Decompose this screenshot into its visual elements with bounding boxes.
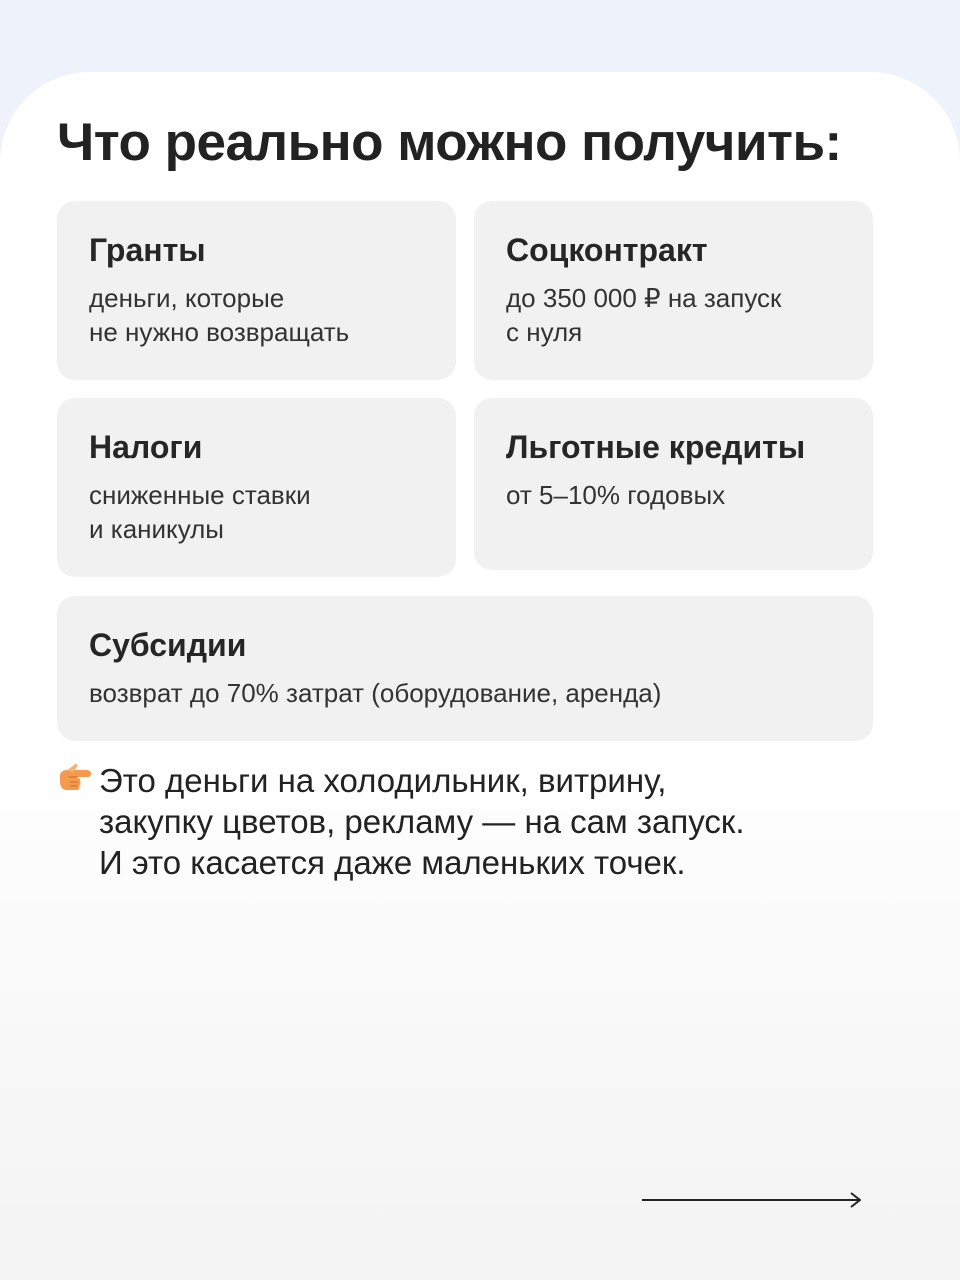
card-text: сниженные ставки и каникулы — [89, 480, 311, 544]
note-text: Это деньги на холодильник, витрину, закупку цветов, рекламу — на сам запуск. И это касается даже маленьких точек. — [99, 762, 745, 881]
arrow-right-icon[interactable] — [640, 1188, 866, 1212]
card-title: Налоги — [89, 429, 203, 465]
card-title: Льготные кредиты — [506, 429, 806, 465]
card-text: до 350 000 ₽ на запуск с нуля — [506, 283, 782, 347]
card-grants — [57, 201, 456, 380]
card-subsidies — [57, 596, 873, 741]
card-title: Гранты — [89, 232, 206, 268]
card-text: возврат до 70% затрат (оборудование, аренда) — [89, 678, 662, 708]
card-text: от 5–10% годовых — [506, 480, 726, 510]
card-social-contract — [474, 201, 873, 380]
card-title: Субсидии — [89, 627, 247, 663]
card-text: деньги, которые не нужно возвращать — [89, 283, 350, 347]
pointing-hand-icon — [57, 762, 93, 796]
card-title: Соцконтракт — [506, 232, 708, 268]
card-taxes — [57, 398, 456, 577]
card-preferential-loans — [474, 398, 873, 570]
page-title: Что реально можно получить: — [57, 113, 842, 172]
